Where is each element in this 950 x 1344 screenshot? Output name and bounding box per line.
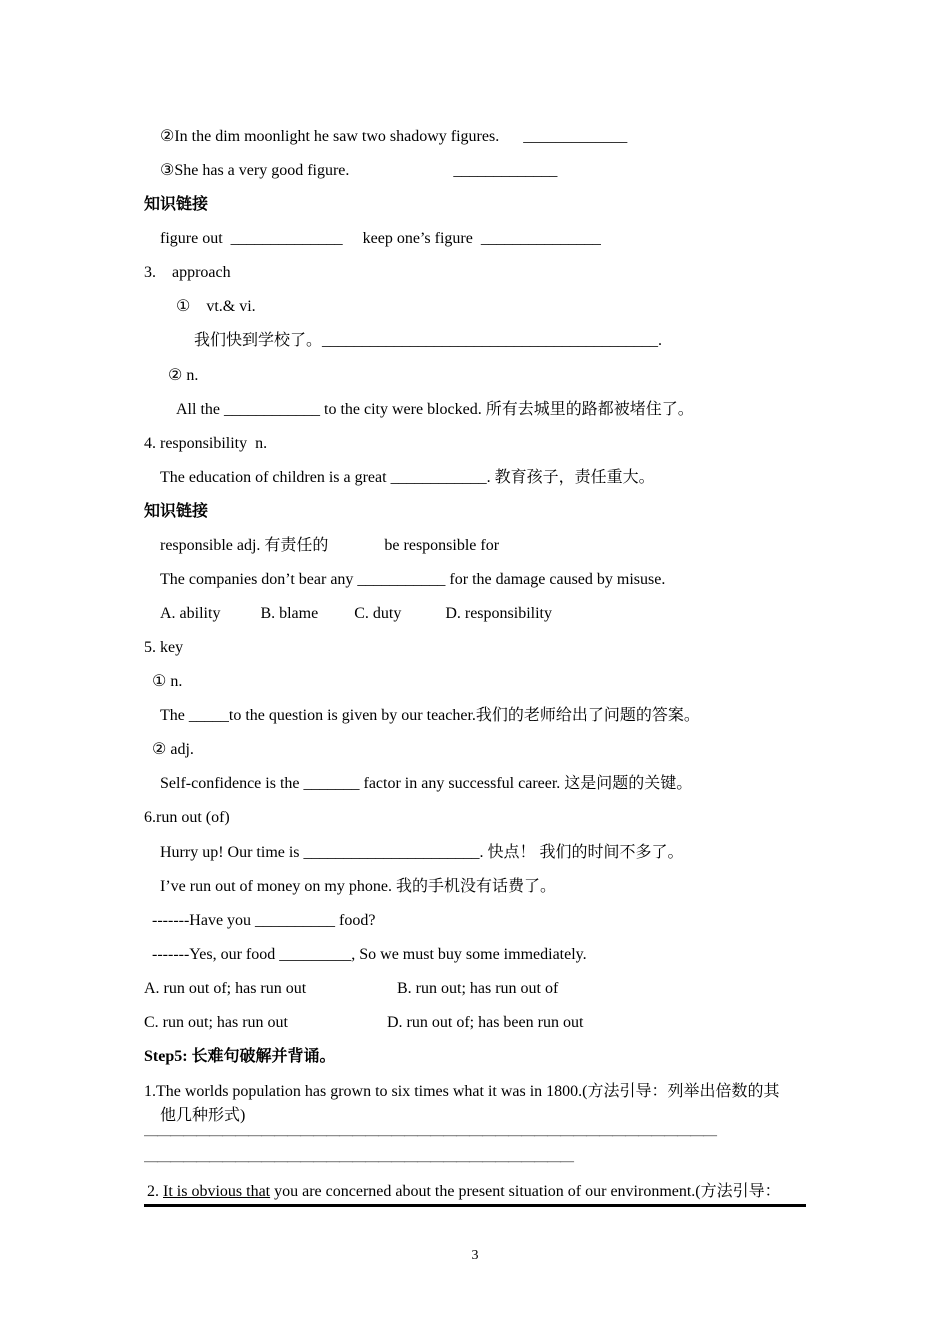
answer-dash-line: ———————————————————————————————————————————— [144,1128,716,1143]
choice-c: C. run out; has run out [144,1014,288,1031]
sentence-line: 他几种形式) [160,1107,246,1124]
dialogue-line: -------Have you __________ food? [152,912,376,929]
exercise-line: ① vt.& vi. [176,298,256,315]
exercise-line: The companies don’t bear any ___________ for the damage caused by misuse. [160,571,666,588]
choice-d: D. run out of; has been run out [387,1014,584,1031]
dialogue-line: -------Yes, our food _________, So we must buy some immediately. [152,946,587,963]
exercise-line: figure out ______________ keep one’s figure _______________ [160,230,601,247]
sentence-number: 2. [147,1183,163,1200]
exercise-line: I’ve run out of money on my phone. 我的手机没有话费了。 [160,878,556,895]
bottom-rule [144,1204,806,1207]
item-heading: 5. key [144,639,184,656]
sentence-line [147,1182,781,1202]
exercise-line: ②In the dim moonlight he saw two shadowy figures. _____________ [160,128,628,145]
exercise-line: ③She has a very good figure. _____________ [160,162,558,179]
underlined-phrase: It is obvious that [163,1183,271,1200]
item-heading: 4. responsibility n. [144,435,268,452]
choice-line: A. ability B. blame C. duty D. responsibility [160,605,552,622]
exercise-line: responsible adj. 有责任的 be responsible for [160,537,500,554]
item-heading: 3. approach [144,264,231,281]
choice-a: A. run out of; has run out [144,980,307,997]
exercise-line: ② adj. [152,741,194,758]
choice-b: B. run out; has run out of [397,980,559,997]
page-number: 3 [471,1248,479,1263]
exercise-line: Self-confidence is the _______ factor in any successful career. 这是问题的关键。 [160,775,693,792]
section-heading: 知识链接 [144,196,209,213]
sentence-line: 1.The worlds population has grown to six times what it was in 1800.(方法引导：列举出倍数的其 [144,1083,780,1100]
exercise-line: The _____to the question is given by our teacher.我们的老师给出了问题的答案。 [160,707,700,724]
exercise-line: The education of children is a great ____________. 教育孩子，责任重大。 [160,469,655,486]
exercise-line: ② n. [168,367,199,384]
step-heading: Step5: 长难句破解并背诵。 [144,1048,336,1065]
exercise-line: All the ____________ to the city were blocked. 所有去城里的路都被堵住了。 [176,401,694,418]
sentence-text: you are concerned about the present situation of our environment.(方法引导： [270,1183,781,1200]
exercise-line: ① n. [152,673,183,690]
item-heading: 6.run out (of) [144,809,230,826]
exercise-line: Hurry up! Our time is ______________________. 快点！ 我们的时间不多了。 [160,844,684,861]
exercise-line: 我们快到学校了。__________________________________________. [194,332,663,349]
answer-dash-line: ————————————————————————————————— [144,1154,573,1169]
section-heading: 知识链接 [144,503,209,520]
